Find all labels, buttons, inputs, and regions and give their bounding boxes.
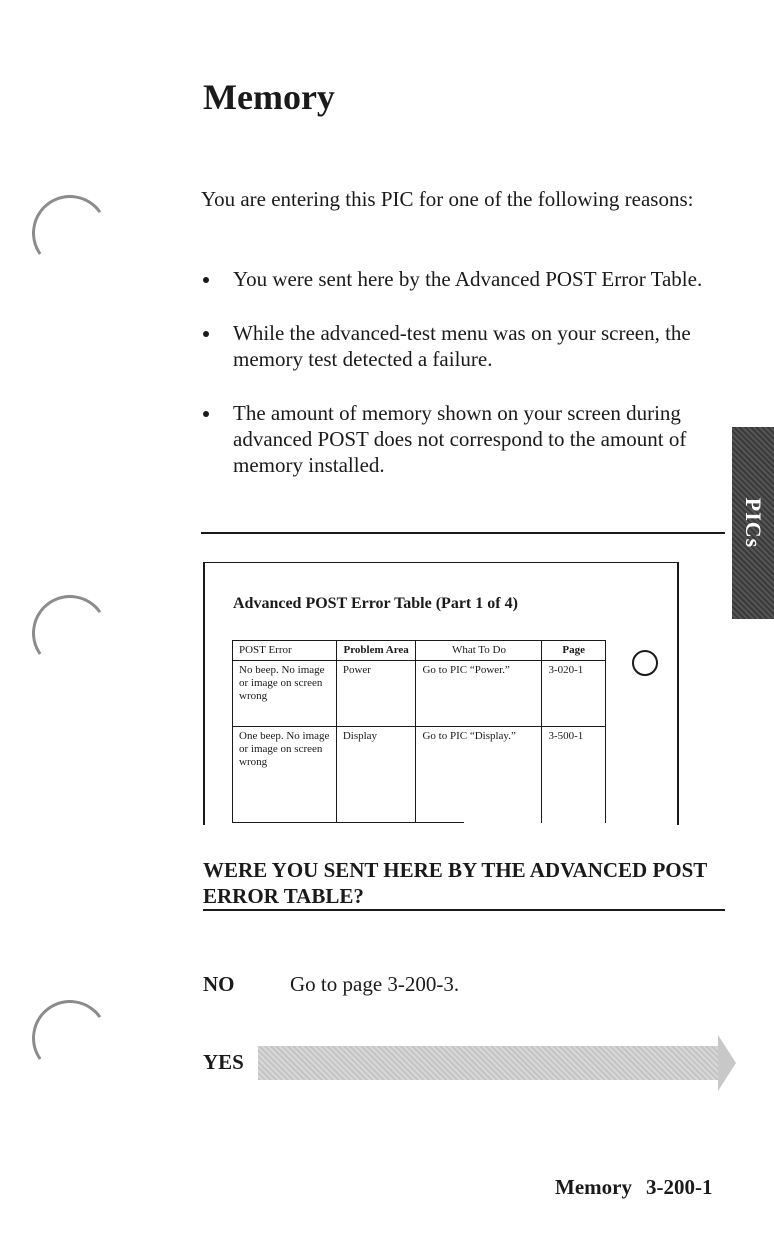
binder-hole-icon [26,589,114,677]
bullet-icon [203,277,209,283]
answer-no-label: NO [203,972,235,996]
table-cell: Go to PIC “Power.” [416,661,542,727]
answer-yes-label: YES [203,1050,244,1074]
page-footer [555,1175,712,1200]
arrow-head-icon [718,1035,736,1091]
table-row [233,661,606,727]
table-cell: 3-500-1 [542,727,606,823]
error-table [232,640,606,823]
table-cell: Go to PIC “Display.” [416,727,542,823]
divider [201,532,725,534]
divider [203,909,725,911]
section-tab-label: PICs [741,497,766,549]
binder-hole-icon [26,189,114,277]
answer-no-instruction: Go to page 3-200-3. [290,972,460,996]
column-header: What To Do [416,641,542,661]
list-item: You were sent here by the Advanced POST Error Table. [201,266,721,292]
bullet-icon [203,411,209,417]
list-item: The amount of memory shown on your screen during advanced POST does not correspond to the amount of memory installed. [201,400,721,478]
table-cell: No beep. No image or image on screen wrong [233,661,337,727]
table-row [233,727,606,823]
footer-section: Memory [555,1175,632,1199]
footer-page-number: 3-200-1 [645,1175,713,1199]
column-header: Page [542,641,606,661]
bullet-icon [203,331,209,337]
table-cell: 3-020-1 [542,661,606,727]
figure-cut-line [232,822,464,823]
table-cell: One beep. No image or image on screen wrong [233,727,337,823]
page-title: Memory [203,77,335,117]
list-item: While the advanced-test menu was on your screen, the memory test detected a failure. [201,320,721,372]
binder-hole-icon [26,994,114,1082]
figure-title: Advanced POST Error Table (Part 1 of 4) [233,595,518,612]
intro-text: You are entering this PIC for one of the following reasons: [201,187,694,211]
question-heading: WERE YOU SENT HERE BY THE ADVANCED POST ERROR TABLE? [203,858,707,908]
column-header: POST Error [233,641,337,661]
reason-list [201,266,721,506]
column-header: Problem Area [336,641,416,661]
arrow-right-icon [258,1046,720,1080]
circle-icon [632,650,658,676]
table-cell: Power [336,661,416,727]
section-tab [732,427,774,619]
table-cell: Display [336,727,416,823]
